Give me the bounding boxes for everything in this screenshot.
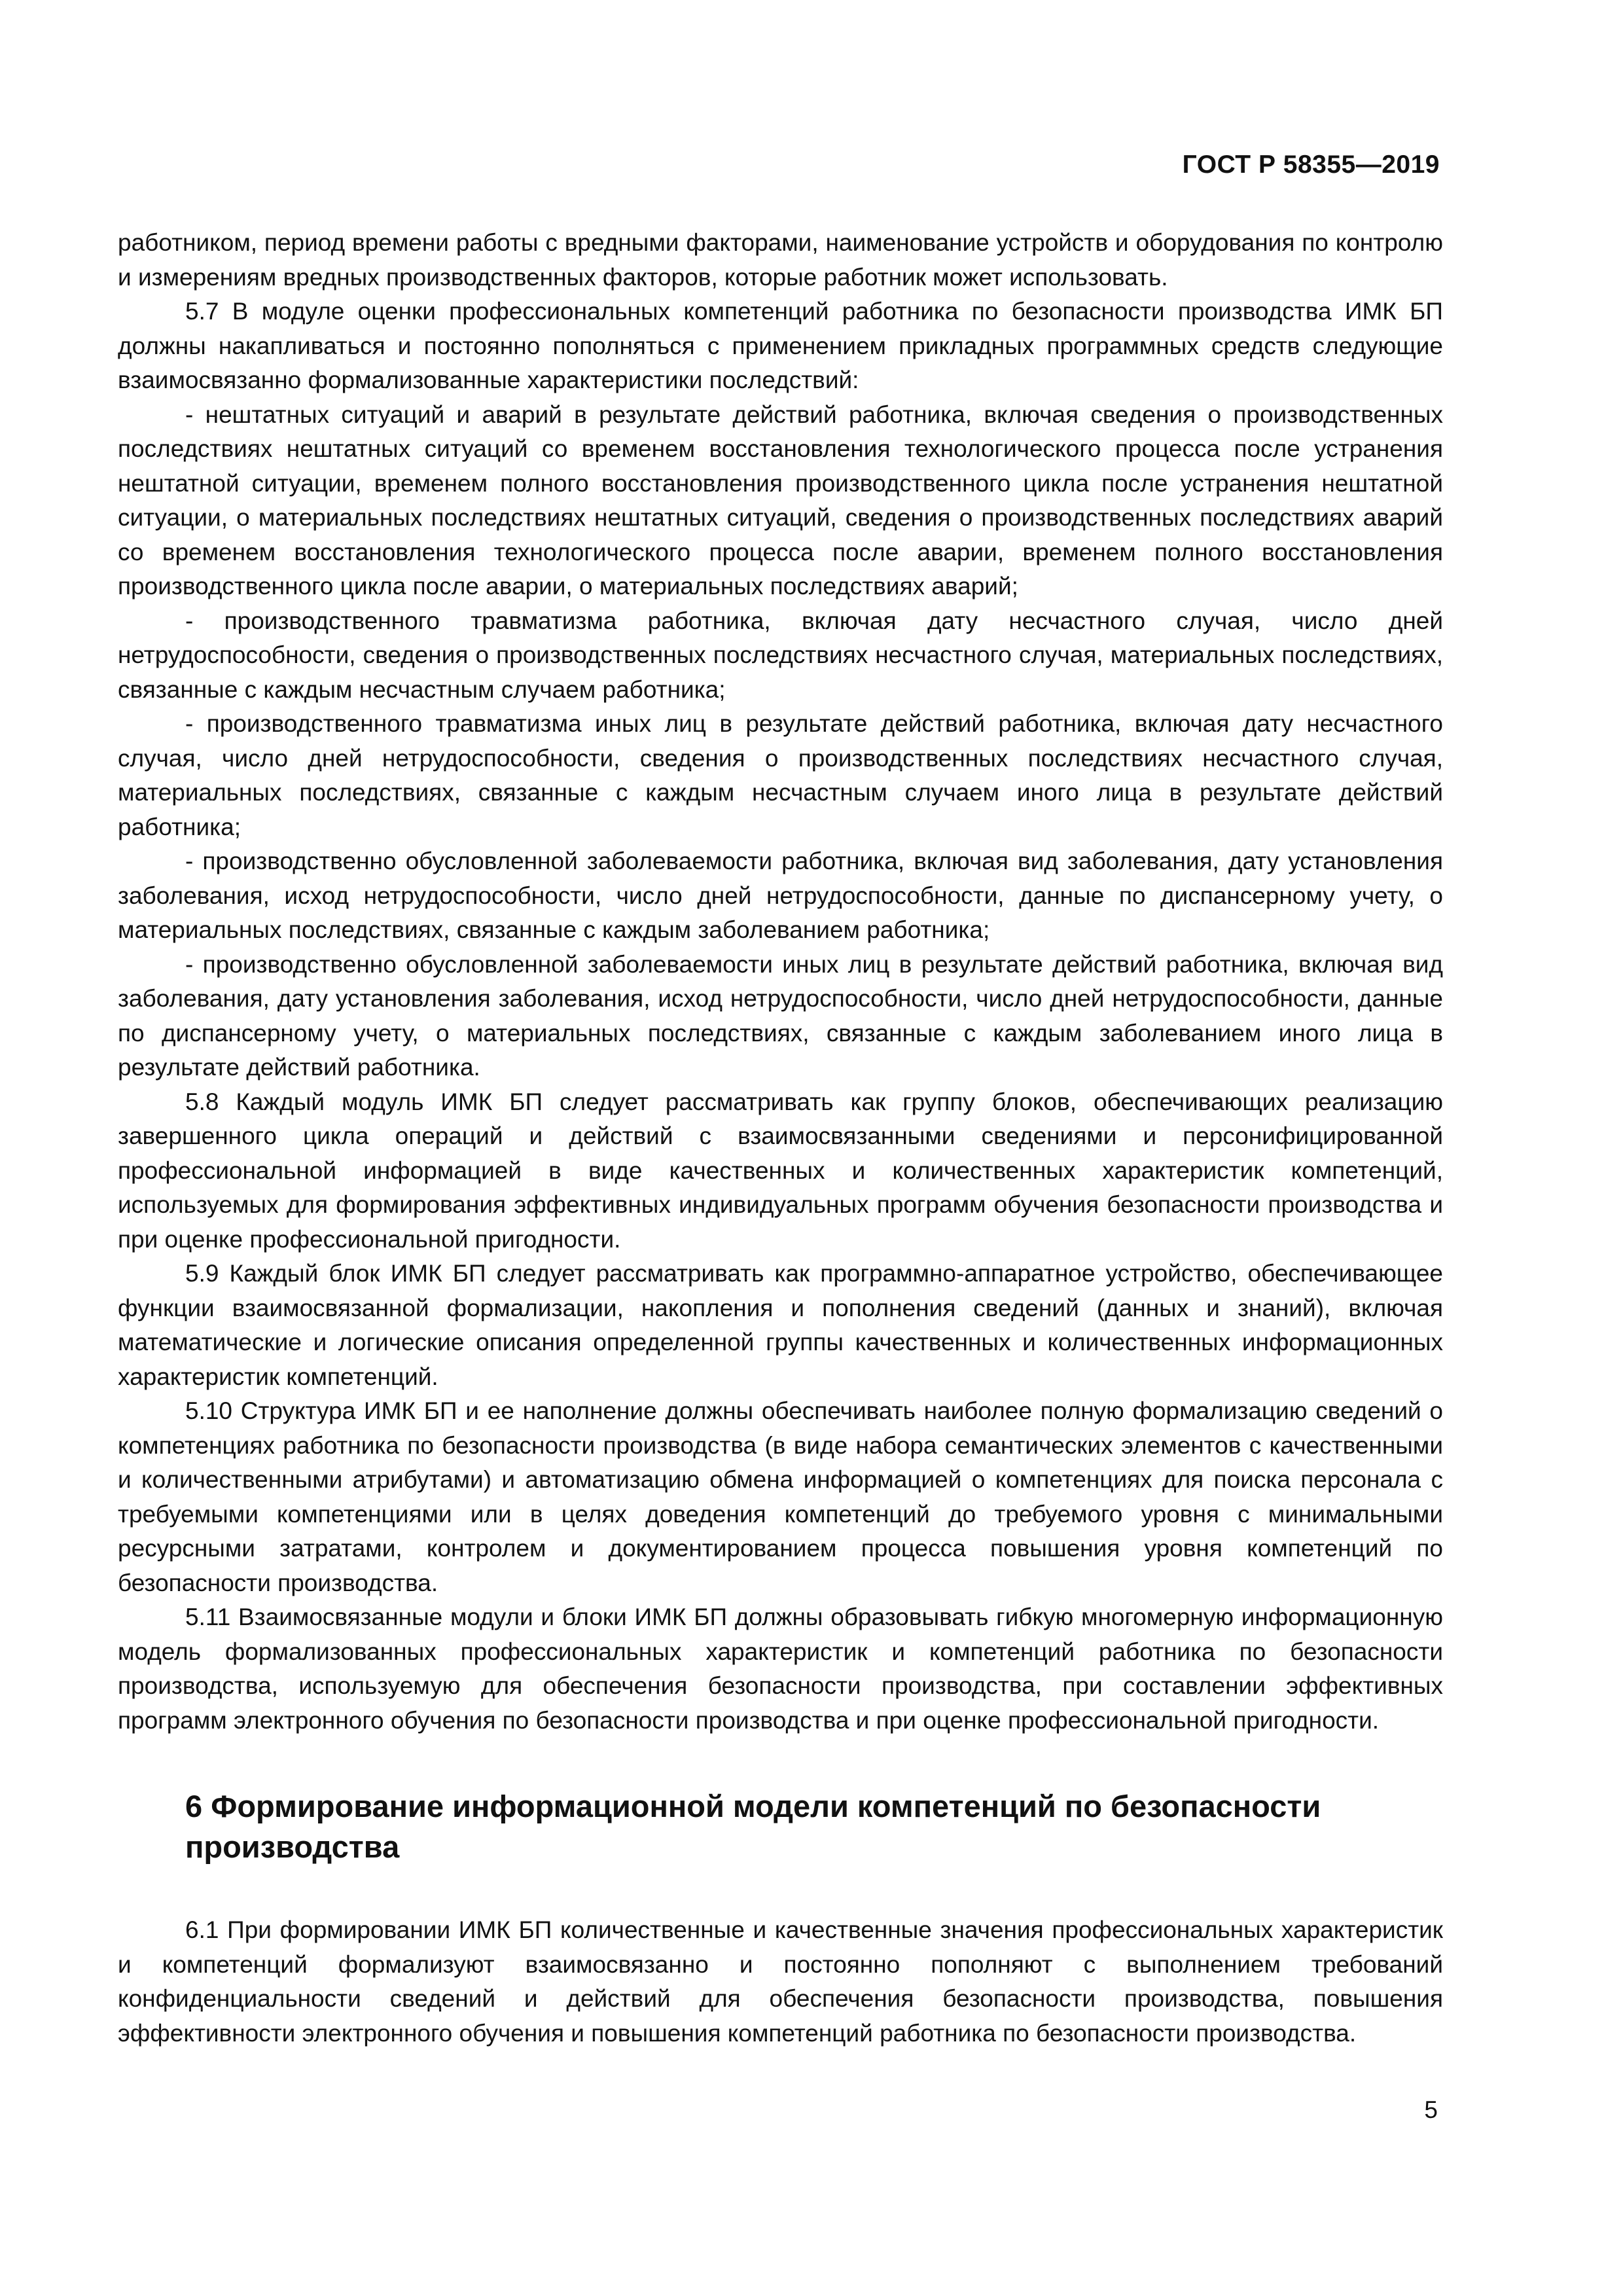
page-number: 5: [1424, 2096, 1438, 2123]
paragraph-5-8: 5.8 Каждый модуль ИМК БП следует рассматривать как группу блоков, обеспечивающих реализацию завершенного цикла операций и действий с взаимосвязанными сведениями и персонифицированной профессиональной информацией в виде качественных и количественных характеристик компетенций, используемых для формирования эффективных индивидуальных программ обучения безопасности производства и при оценке профессиональной пригодности.: [118, 1088, 1443, 1253]
paragraph-continued: работником, период времени работы с вредными факторами, наименование устройств и оборудования по контролю и измерениям вредных производственных факторов, которые работник может использовать.: [118, 229, 1443, 291]
paragraph-6-1: 6.1 При формировании ИМК БП количественные и качественные значения профессиональных характеристик и компетенций формализуют взаимосвязанно и постоянно пополняют с выполнением требований конфиденциальности сведений и действий для обеспечения безопасности производства, повышения эффективности электронного обучения и повышения компетенций работника по безопасности производства.: [118, 1916, 1443, 2047]
document-body: [118, 226, 1443, 2051]
paragraph-5-7: 5.7 В модуле оценки профессиональных компетенций работника по безопасности производства ИМК БП должны накапливаться и постоянно пополняться с применением прикладных программных средств следующие взаимосвязанно формализованные характеристики последствий:: [118, 298, 1443, 393]
list-item-emergencies: - нештатных ситуаций и аварий в результате действий работника, включая сведения о производственных последствиях нештатных ситуаций со временем восстановления технологического процесса после устранения нештатной ситуации, временем полного восстановления производственного цикла после устранения нештатной ситуации, о материальных последствиях нештатных ситуаций, сведения о производственных последствиях аварий со временем восстановления технологического процесса после аварии, временем полного восстановления производственного цикла после аварии, о материальных последствиях аварий;: [118, 401, 1443, 600]
list-item-other-injuries: - производственного травматизма иных лиц в результате действий работника, включая дату несчастного случая, число дней нетрудоспособности, сведения о производственных последствиях несчастного случая, материальных последствиях, связанные с каждым несчастным случаем иного лица в результате действий работника;: [118, 710, 1443, 840]
section-6-heading: 6 Формирование информационной модели компетенций по безопасности производства: [185, 1789, 1321, 1864]
paragraph-5-11: 5.11 Взаимосвязанные модули и блоки ИМК БП должны образовывать гибкую многомерную информационную модель формализованных профессиональных характеристик и компетенций работника по безопасности производства, используемую для обеспечения безопасности производства, при составлении эффективных программ электронного обучения по безопасности производства и при оценке профессиональной пригодности.: [118, 1604, 1443, 1734]
paragraph-5-9: 5.9 Каждый блок ИМК БП следует рассматривать как программно-аппаратное устройство, обеспечивающее функции взаимосвязанной формализации, накопления и пополнения сведений (данных и знаний), включая математические и логические описания определенной группы качественных и количественных информационных характеристик компетенций.: [118, 1260, 1443, 1390]
paragraph-5-10: 5.10 Структура ИМК БП и ее наполнение должны обеспечивать наиболее полную формализацию сведений о компетенциях работника по безопасности производства (в виде набора семантических элементов с качественными и количественными атрибутами) и автоматизацию обмена информацией о компетенциях для поиска персонала с требуемыми компетенциями или в целях доведения компетенций до требуемого уровня с минимальными ресурсными затратами, контролем и документированием процесса повышения уровня компетенций по безопасности производства.: [118, 1397, 1443, 1596]
list-item-worker-injuries: - производственного травматизма работника, включая дату несчастного случая, число дней нетрудоспособности, сведения о производственных последствиях несчастного случая, материальных последствиях, связанные с каждым несчастным случаем работника;: [118, 607, 1443, 703]
standard-code-header: ГОСТ Р 58355—2019: [1182, 151, 1440, 179]
list-item-other-diseases: - производственно обусловленной заболеваемости иных лиц в результате действий работника, включая вид заболевания, дату установления заболевания, исход нетрудоспособности, число дней нетрудоспособности, данные по диспансерному учету, о материальных последствиях, связанные с каждым заболеванием иного лица в результате действий работника.: [118, 950, 1443, 1081]
list-item-worker-diseases: - производственно обусловленной заболеваемости работника, включая вид заболевания, дату установления заболевания, исход нетрудоспособности, число дней нетрудоспособности, данные по диспансерному учету, о материальных последствиях, связанные с каждым заболеванием работника;: [118, 848, 1443, 943]
